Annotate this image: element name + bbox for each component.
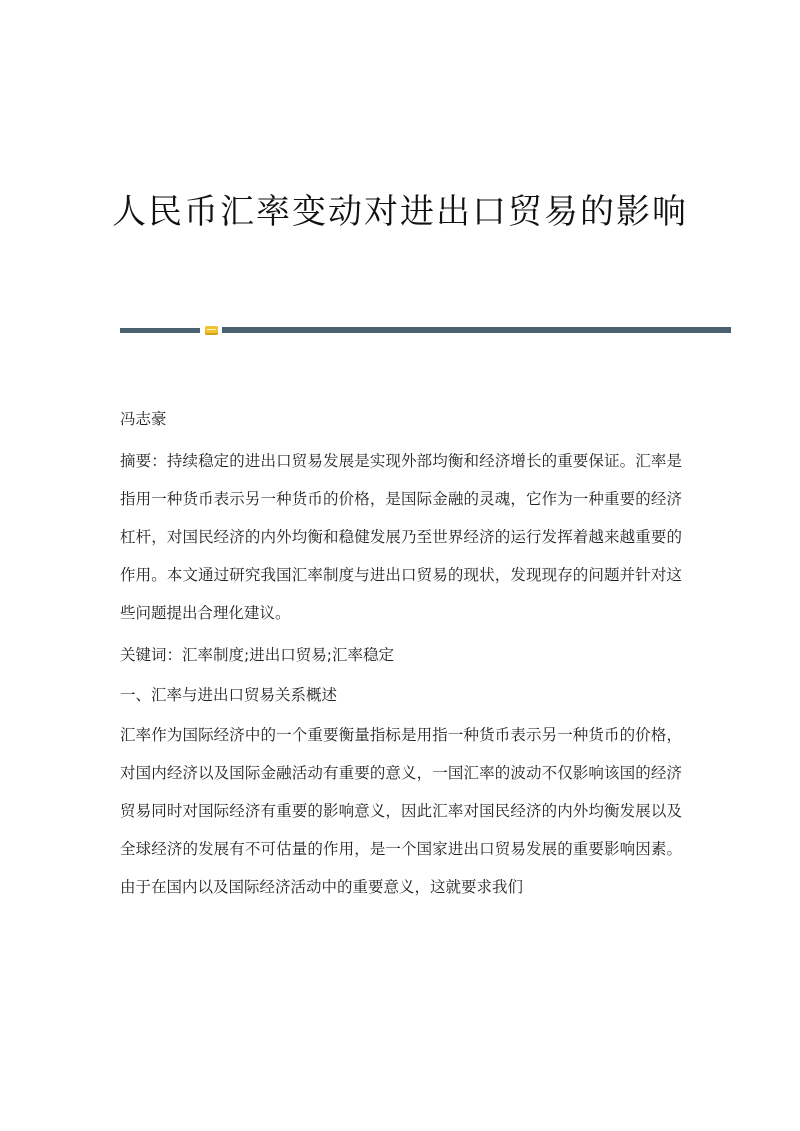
divider-bar-left — [120, 328, 200, 333]
title-divider — [120, 326, 731, 334]
divider-ornament-icon — [205, 326, 218, 335]
abstract-paragraph: 摘要：持续稳定的进出口贸易发展是实现外部均衡和经济增长的重要保证。汇率是指用一种货币表示另一种货币的价格，是国际金融的灵魂，它作为一种重要的经济杠杆，对国民经济的内外均衡和稳健发展乃至世界经济的运行发挥着越来越重要的作用。本文通过研究我国汇率制度与进出口贸易的现状，发现现存的问题并针对这些问题提出合理化建议。 — [120, 452, 682, 622]
keywords-line: 关键词：汇率制度;进出口贸易;汇率稳定 — [120, 646, 394, 664]
document-title: 人民币汇率变动对进出口贸易的影响 — [112, 192, 688, 232]
section-heading: 一、汇率与进出口贸易关系概述 — [120, 686, 338, 704]
author-name: 冯志豪 — [120, 410, 167, 428]
document-body — [120, 400, 682, 906]
section-body-paragraph: 汇率作为国际经济中的一个重要衡量指标是用指一种货币表示另一种货币的价格，对国内经济以及国际金融活动有重要的意义，一国汇率的波动不仅影响该国的经济贸易同时对国际经济有重要的影响意义，因此汇率对国民经济的内外均衡发展以及全球经济的发展有不可估量的作用，是一个国家进出口贸易发展的重要影响因素。由于在国内以及国际经济活动中的重要意义，这就要求我们 — [120, 726, 682, 896]
divider-bar-right — [222, 327, 731, 333]
